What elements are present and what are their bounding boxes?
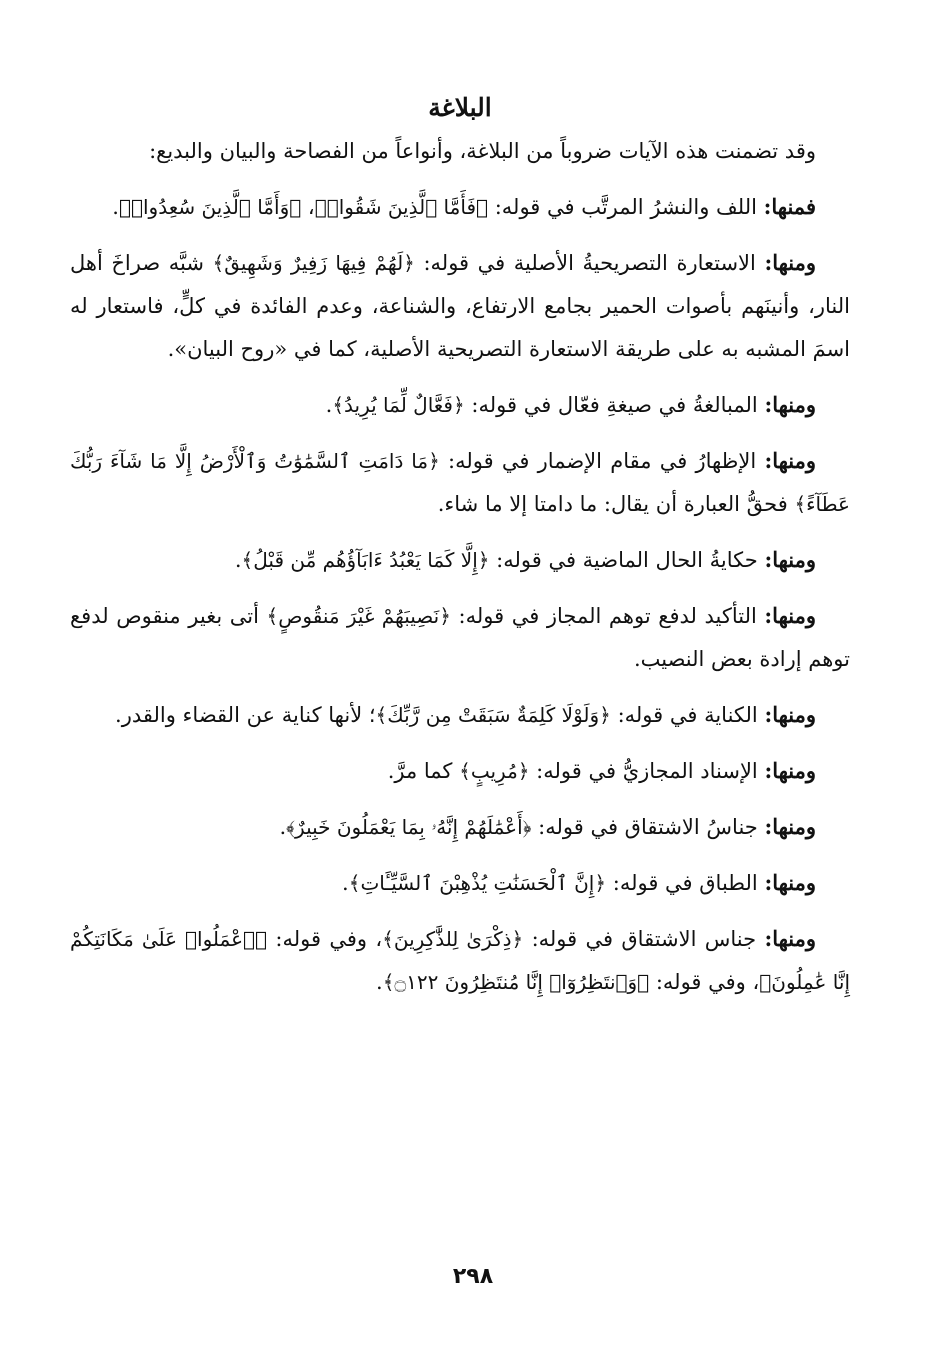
section-paragraph [70, 805, 850, 849]
section-paragraph [70, 538, 850, 582]
section-paragraph [70, 241, 850, 371]
section-paragraph [70, 594, 850, 681]
section-text: . [112, 195, 119, 219]
section-paragraph [70, 693, 850, 737]
section-lead: ومنها: [764, 702, 816, 727]
quran-quote: ﴿إِنَّ ٱلْحَسَنَٰتِ يُذْهِبْنَ ٱلسَّيِّـَٔاتِ﴾ [348, 871, 607, 895]
quran-quote: ﴿نَصِيبَهُمْ غَيْرَ مَنقُوصٍ﴾ [266, 604, 451, 628]
section-text: فحقُّ العبارة أن يقال: ما دامتا إلا ما شاء. [437, 492, 795, 516]
quran-quote: ﴿إِلَّا كَمَا يَعْبُدُ ءَابَآؤُهُم مِّن قَبْلُ﴾ [241, 548, 490, 572]
section-lead: ومنها: [764, 448, 816, 473]
page-body [70, 88, 850, 1016]
section-text: ؛ لأنها كناية عن القضاء والقدر. [115, 703, 376, 727]
page-title: البلاغة [428, 93, 492, 122]
quran-quote: ﴿وَأَمَّا ٱلَّذِينَ سُعِدُوا۟﴾ [118, 195, 302, 219]
section-text: جناسُ الاشتقاق في قوله: [531, 815, 765, 839]
quran-quote: ﴿مَا دَامَتِ ٱلسَّمَٰوَٰتُ وَٱلْأَرْضُ إِلَّا مَا شَآءَ رَبُّكَ عَطَآءً﴾ [70, 449, 850, 516]
section-text: الكناية في قوله: [610, 703, 765, 727]
section-paragraph [70, 917, 850, 1004]
section-text: المبالغةُ في صيغةِ فعّال في قوله: [464, 393, 765, 417]
section-lead: ومنها: [764, 926, 816, 951]
section-text: التأكيد لدفع توهم المجاز في قوله: [450, 604, 765, 628]
section-text: الإظهارُ في مقام الإضمار في قوله: [439, 449, 765, 473]
quran-quote: ﴿وَلَوْلَا كَلِمَةٌ سَبَقَتْ مِن رَّبِّكَ﴾ [375, 703, 611, 727]
section-text: الاستعارة التصريحيةُ الأصلية في قوله: [414, 251, 765, 275]
section-text: . [342, 871, 349, 895]
section-text: شبَّه صراخَ أهل النار، وأنينَهم بأصوات الحمير بجامع الارتفاع، والشناعة، وعدم الفائدة في كلٍّ، فاستعار له اسمَ المشبه به على طريقة الاستعارة التصريحية الأصلية، كما في «روح البيان». [70, 251, 850, 361]
quran-quote: ﴿لَهُمْ فِيهَا زَفِيرٌ وَشَهِيقٌ﴾ [212, 251, 415, 275]
section-text: . [376, 970, 383, 994]
section-text: . [325, 393, 333, 417]
quran-quote: ﴿وَٱنتَظِرُوٓا۟ إِنَّا مُنتَظِرُونَ ۝١٢٢﴾ [382, 970, 650, 994]
section-text: . [234, 548, 242, 572]
section-text: ، [301, 195, 315, 219]
section-text: جناس الاشتقاق في قوله: [523, 927, 765, 951]
quran-quote: ﴿مُرِيبٍ﴾ [459, 759, 530, 783]
section-lead: فمنها: [763, 194, 816, 219]
section-paragraph [70, 861, 850, 905]
section-paragraph [70, 185, 850, 229]
section-lead: ومنها: [764, 250, 816, 275]
section-lead: ومنها: [764, 603, 816, 628]
quran-quote: ﴿أَعْمَٰلَهُمْ إِنَّهُۥ بِمَا يَعْمَلُونَ خَبِيرٌ﴾ [286, 815, 532, 839]
section-text: . [279, 815, 287, 839]
section-paragraph [70, 439, 850, 526]
section-text: الإسناد المجازيُّ في قوله: [529, 759, 765, 783]
section-text: الطباق في قوله: [606, 871, 765, 895]
section-text: ، وفي قوله: [649, 970, 760, 994]
section-lead: ومنها: [764, 547, 816, 572]
section-lead: ومنها: [764, 870, 816, 895]
intro-paragraph: وقد تضمنت هذه الآيات ضروباً من البلاغة، وأنواعاً من الفصاحة والبيان والبديع: [149, 139, 816, 163]
quran-quote: ﴿فَعَّالٌ لِّمَا يُرِيدُ﴾ [332, 393, 465, 417]
section-lead: ومنها: [764, 392, 816, 417]
section-text: اللف والنشرُ المرتَّب في قوله: [488, 195, 764, 219]
quran-quote: ﴿فَأَمَّا ٱلَّذِينَ شَقُوا۟﴾ [314, 195, 489, 219]
section-lead: ومنها: [764, 814, 816, 839]
section-text: ، وفي قوله: [267, 927, 383, 951]
page-number: ٢٩٨ [452, 1264, 494, 1289]
quran-quote: ﴿ذِكْرَىٰ لِلذَّٰكِرِينَ﴾ [382, 927, 524, 951]
section-text: كما مرَّ. [387, 759, 460, 783]
sections-list [70, 185, 850, 1004]
section-paragraph [70, 383, 850, 427]
section-text: حكايةُ الحال الماضية في قوله: [489, 548, 765, 572]
quran-quote: ﴿ٱعْمَلُوا۟ عَلَىٰ مَكَانَتِكُمْ إِنَّا عَٰمِلُونَ﴾ [70, 927, 850, 994]
section-paragraph [70, 749, 850, 793]
section-text: أتى بغير منقوص لدفع توهم إرادة بعض النصيب. [70, 604, 850, 671]
section-lead: ومنها: [764, 758, 816, 783]
